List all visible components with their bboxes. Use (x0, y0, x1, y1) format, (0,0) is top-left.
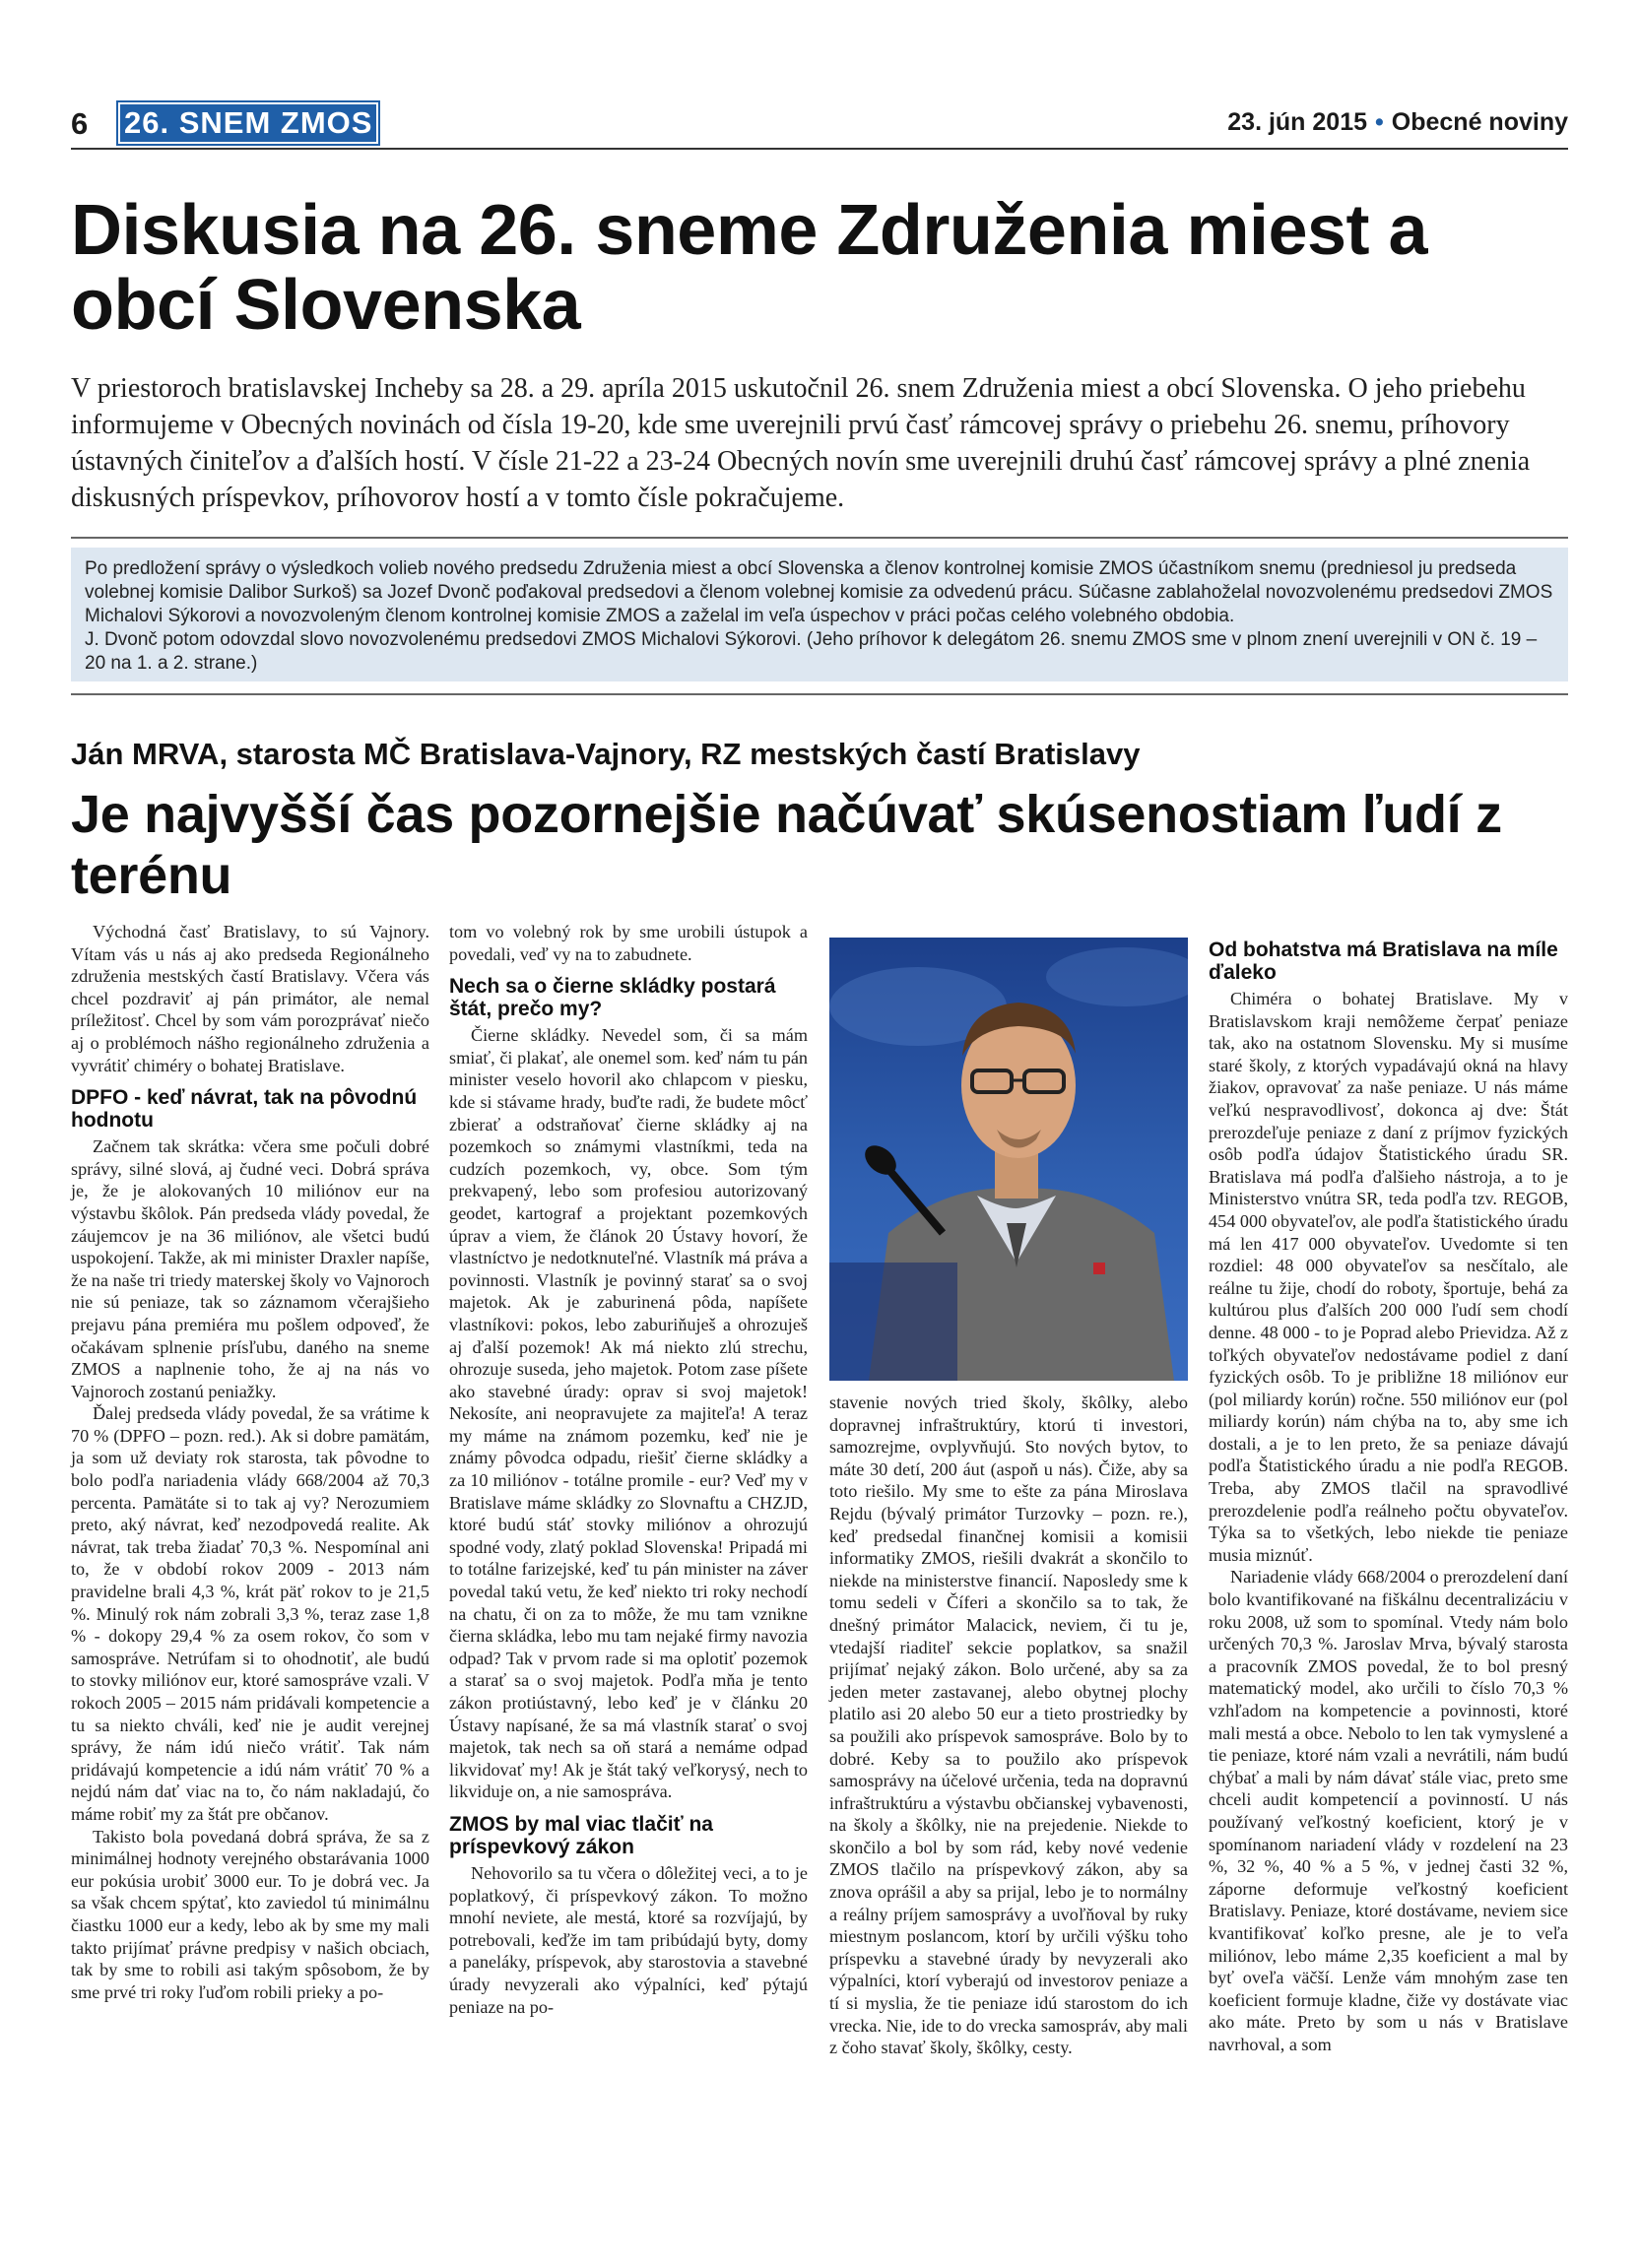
subheading: DPFO - keď návrat, tak na pôvodnú hodnotu (71, 1086, 418, 1133)
page-number: 6 (71, 106, 89, 141)
body-paragraph: Nehovorilo sa tu včera o dôležitej veci, a to je poplatkový, či príspevkový zákon. To možno mnohí neviete, ale mestá, ktoré sa rozvíjajú, by potrebovali, keďže im tam pribúdajú byty, domy a paneláky, príspevok, aby starostovia a stavebné úrady nevyzerali ako výpalníci, keď pýtajú peniaze na po- (449, 1862, 808, 2017)
subheading: Od bohatstva má Bratislava na míle ďaleko (1209, 939, 1558, 984)
lead-paragraph: V priestoroch bratislavskej Incheby sa 28. a 29. apríla 2015 uskutočnil 26. snem Združenia miest a obcí Slovenska. O jeho priebehu informujeme v Obecných novinách od čísla 19-20, kde sme uverejnili prvú časť rámcovej správy o priebehu 26. snemu, príhovory ústavných činiteľov a ďalších hostí. V čísle 21-22 a 23-24 Obecných novín sme uverejnili druhú časť rámcovej správy a plné znenia diskusných príspevkov, príhovorov hostí a v tomto čísle pokračujeme. (71, 373, 1531, 513)
body-paragraph: tom vo volebný rok by sme urobili ústupok a povedali, veď vy na to zabudnete. (449, 922, 808, 964)
info-box-paragraph: Po predložení správy o výsledkoch volieb nového predsedu Združenia miest a obcí Slovenska a členov kontrolnej komisie ZMOS účastníkom snemu (predniesol ju predseda volebnej komisie Dalibor Surkoš) sa Jozef Dvonč poďakoval predsedovi a členom volebnej komisie za odvedenú prácu. Súčasne zablahoželal novozvolenému predsedovi ZMOS Michalovi Sýkorovi a novozvoleným členom kontrolnej komisie ZMOS a zaželal im veľa úspechov v práci počas celého volebného obdobia. (85, 558, 1553, 626)
body-paragraph: stavenie nových tried školy, škôlky, alebo dopravnej infraštruktúry, ktorú ti investori, samozrejme, ovplyvňujú. Sto nových bytov, to máte 30 detí, 200 áut (aspoň u nás). Čiže, aby sa toto riešilo. My sme to ešte za pána Miroslava Rejdu (bývalý primátor Turzovky – pozn. re.), keď predsedal finančnej komisii a komisii informatiky ZMOS, riešili dvakrát a skončilo to niekde na ministerstve financií. Naposledy sme k tomu sedeli v Číferi a skončilo sa to tak, že dnešný primátor Malacick, neviem, či tu je, vtedajší riaditeľ sekcie poplatkov, sa snažil prijímať nejaký zákon. Bolo určené, aby sa za jeden meter zastavanej, alebo obytnej plochy platilo asi 20 alebo 50 eur a tieto prostriedky by sa použili ako príspevok samospráve. Bolo by to dobré. Keby sa to použilo ako príspevok samosprávy na účelové určenia, teda na dopravnú infraštruktúru a výstavbu občianskej vybavenosti, na školy a škôlky, nie na prejedenie. Niekde to skončilo a bol by som rád, keby nové vedenie ZMOS tlačilo na príspevkový zákon, aby sa znova oprášil a aby sa prijal, lebo je to normálny a reálny príjem samosprávy a uvoľňoval by ruky miestnym poslancom, ktorí by určili výšku toho príspevku a stavebné úrady by nevyzerali ako výpalníci, ktorí vyberajú od investorov peniaze a tí si myslia, že tie peniaze idú starostom do ich vrecka. Nie, ide to do vrecka samospráv, aby mali z čoho stavať školy, škôlky, cesty. (829, 1393, 1188, 2058)
article-author: Ján MRVA, starosta MČ Bratislava-Vajnory, RZ mestských častí Bratislavy (71, 737, 1141, 771)
body-paragraph: Čierne skládky. Nevedel som, či sa mám smiať, či plakať, ale onemel som. keď nám tu pán minister veselo hovoril ako chlapcom v piesku, kde si stávame hrady, buďte radi, že budete môcť zbierať a odstraňovať čierne skládky aj na pozemkoch so známymi vlastníkmi, teda na cudzích pozemkoch, vy, obce. Som tým prekvapený, lebo som profesiou autorizovaný geodet, kartograf a projektant pozemkových úprav a viem, že článok 20 Ústavy hovorí, že vlastníctvo je nedotknuteľné. Vlastník má práva a povinnosti. Vlastník je povinný starať sa o svoj majetok. Ak je zaburinená pôda, napíšete vlastníkovi: pokos, lebo zaburiňuješ a ohrozuješ aj ďalší pozemok! Ak má niekto zlú strechu, ohrozuje suseda, jeho majetok. Potom zase píšete ako stavebné úrady: oprav si svoj majetok! Nekosíte, ani neopravujete za majiteľa! A teraz my máme na známom pozemku, keď nie je známy pôvodca odpadu, riešiť čierne skládky a za 10 miliónov - totálne promile - eur? Veď my v Bratislave máme skládky zo Slovnaftu a CHZJD, ktoré budú stáť stovky miliónov a ohrozujú spodné vody, zlatý poklad Slovenska! Pripadá mi to totálne farizejské, keď tu pán minister na záver povedal takú vetu, že keď niekto tri roky nechodí na chatu, či on za to môže, že mu tam vznikne čierna skládka, lebo mu tam nejaké firmy navozia odpad? Tak v prvom rade si ma oplotiť pozemok a starať sa o svoj majetok. Podľa mňa je tento zákon protiústavný, lebo keď je v článku 20 Ústavy napísané, že sa má vlastník starať o svoj majetok, tak nech sa oň stará a nemáme odpad likvidovať my! Ak je štát taký veľkorysý, nech to likviduje on, a nie samospráva. (449, 1025, 808, 1802)
info-box-paragraph: J. Dvonč potom odovzdal slovo novozvolenému predsedovi ZMOS Michalovi Sýkorovi. (Jeho príhovor k delegátom 26. snemu ZMOS sme v plnom znení uverejnili v ON č. 19 – 20 na 1. a 2. strane.) (85, 629, 1538, 674)
article-title: Je najvyšší čas pozornejšie načúvať skúsenostiam ľudí z terénu (71, 785, 1502, 905)
speaker-photo (829, 938, 1188, 1381)
infobox-rule-bottom (71, 693, 1568, 695)
body-paragraph: Nariadenie vlády 668/2004 o prerozdelení daní bolo kvantifikované na fiškálnu decentralizáciu v roku 2008, už som to spomínal. Vtedy nám bolo určených 70,3 %. Jaroslav Mrva, bývalý starosta a pracovník ZMOS povedal, že to bol presný matematický model, ako určili to číslo 70,3 % vzhľadom na kompetencie a povinnosti, ktoré mali mestá a obce. Nebolo to len tak vymyslené a tie peniaze, ktoré nám vzali a nevrátili, nám budú chýbať a mali by nám dávať stále viac, preto sme chceli audit kompetencií a povinností. U nás používaný veľkostný koeficient, ktorý je v spomínanom nariadení vlády v rozdelení na 23 %, 32 %, 40 % a 5 %, v jednej časti 32 %, záporne deformuje veľkostný koeficient Bratislavy. Peniaze, ktoré dostávame, neviem sice kvantifikovať koľko presne, ale je to veľa miliónov, lebo máme 2,35 koeficient a mal by byť oveľa väčší. Lenže vám mnohým zase ten koeficient formuje kladne, čiže vy dostávate viac ako máte. Preto by som u nás v Bratislave navrhoval, a som (1209, 1567, 1568, 2054)
body-paragraph: Ďalej predseda vlády povedal, že sa vrátime k 70 % (DPFO – pozn. red.). Ak si dobre pamätám, ja som už deviaty rok starosta, tak pôvodne to bolo podľa nariadenia vlády 668/2004 až 70,3 percenta. Pamätáte si to tak aj vy? Nerozumiem preto, aký návrat, keď nezodpovedá realite. Ak návrat, tak treba žiadať 70,3 %. Nespomínal ani to, že v období rokov 2009 - 2013 nám pravidelne brali 4,3 %, krát päť rokov to je 21,5 %. Minulý rok nám zobrali 3,3 %, teraz zase 1,8 % - dokopy 29,4 % za osem rokov, čo som v samospráve. Netrúfam si to ohodnotiť, ale budú to stovky miliónov eur, ktoré samospráve vzali. V rokoch 2005 – 2015 nám pridávali kompetencie a tu sa niekto chváli, keď nie je audit verejnej správy, že nám idú niečo vrátiť. Tak nám pridávajú kompetencie a idú nám vrátiť 70 % a nejdú nám dať viac na to, čo nám nakladajú, čo máme robiť my za štát pre občanov. (71, 1403, 429, 1824)
section-tag: 26. SNEM ZMOS (120, 104, 376, 142)
article-column-3 (829, 1392, 1188, 2059)
publication-name: Obecné noviny (1391, 108, 1568, 136)
info-box (71, 548, 1568, 681)
page-header (71, 104, 1568, 144)
issue-info (1227, 108, 1568, 137)
body-paragraph: Východná časť Bratislavy, to sú Vajnory. Vítam vás u nás aj ako predseda Regionálneho združenia mestských častí Bratislavy. Včera vás chcel pozdraviť aj pán primátor, ale nemal príležitosť. Chcel by som vám porozprávať niečo aj o problémoch nášho regionálneho združenia a vyvrátiť chiméry o bohatej Bratislave. (71, 922, 429, 1075)
separator-dot: • (1375, 108, 1384, 136)
subheading: Nech sa o čierne skládky postará štát, prečo my? (449, 975, 776, 1021)
body-paragraph: Chiméra o bohatej Bratislave. My v Bratislavskom kraji nemôžeme čerpať peniaze tak, ako na ostatnom Slovensku. My si musíme staré školy, z ktorých vypadávajú okná na hlavy žiakov, opravovať za naše peniaze. U nás máme veľkú nespravodlivosť, dokonca aj dve: Štát prerozdeľuje peniaze z daní z príjmov fyzických osôb podľa údajov Štatistického úradu SR. Bratislava má podľa ďalšieho nástroja, a to je Ministerstvo vnútra SR, teda podľa tzv. REGOB, 454 000 obyvateľov, ale podľa štatistického úradu má len 417 000 obyvateľov. Uvedomte si ten rozdiel: 48 000 obyvateľov sa nesčítalo, ale reálne tu žije, chodí do roboty, športuje, behá za kultúrou plus ďalších 200 000 ľudí sem chodí denne. 48 000 - to je Poprad alebo Prievidza. Až z toľkých obyvateľov nedostávame podiel z daní fyzických osôb. To je približne 18 miliónov eur (pol miliardy korún) ročne. 550 miliónov eur (pol miliardy korún) nám chýba na to, aby sme ich dostali, a je to len preto, že sa peniaze dávajú podľa Štatistického úradu a nie podľa REGOB. Treba, aby ZMOS tlačil na spravodlivé prerozdelenie podľa reálneho počtu obyvateľov. Týka sa to všetkých, lebo niekde tie peniaze musia miznúť. (1209, 989, 1568, 1565)
body-paragraph: Takisto bola povedaná dobrá správa, že sa z minimálnej hodnoty verejného obstarávania 1000 eur pokúsia urobiť 3000 eur. To je dobrá vec. Ja sa však chcem spýtať, kto zaviedol tú minimálnu čiastku 1000 eur a kedy, lebo ak by sme my mali takto prijímať právne predpisy v našich obciach, tak by sme to robili asi takým spôsobom, že by sme prvé tri roky ľuďom robili prieky a po- (71, 1826, 429, 2002)
issue-date: 23. jún 2015 (1227, 108, 1368, 136)
article-column-4 (1209, 939, 1568, 2056)
main-title: Diskusia na 26. sneme Združenia miest a obcí Slovenska (71, 191, 1428, 345)
infobox-rule-top (71, 537, 1568, 539)
article-column-1 (71, 921, 429, 2003)
article-column-2 (449, 921, 808, 2018)
speaker-photo-illustration (829, 938, 1188, 1381)
header-rule (71, 148, 1568, 150)
body-paragraph: Začnem tak skrátka: včera sme počuli dobré správy, silné slová, aj čudné veci. Dobrá správa je, že je alokovaných 10 miliónov eur na výstavbu škôlok. Pán predseda vlády povedal, že záujemcov je na 36 miliónov, ale všetci budú uspokojení. Takže, ak mi minister Draxler napíše, že na naše tri triedy materskej školy vo Vajnoroch nie sú peniaze, tak so záznamom včerajšieho prejavu pána premiéra mu pošlem odpoveď, že očakávam splnenie prísľubu, daného na sneme ZMOS a naplnenie toho, že aj na nás vo Vajnoroch zostanú peniažky. (71, 1136, 429, 1401)
subheading: ZMOS by mal viac tlačiť na príspevkový zákon (449, 1812, 713, 1858)
